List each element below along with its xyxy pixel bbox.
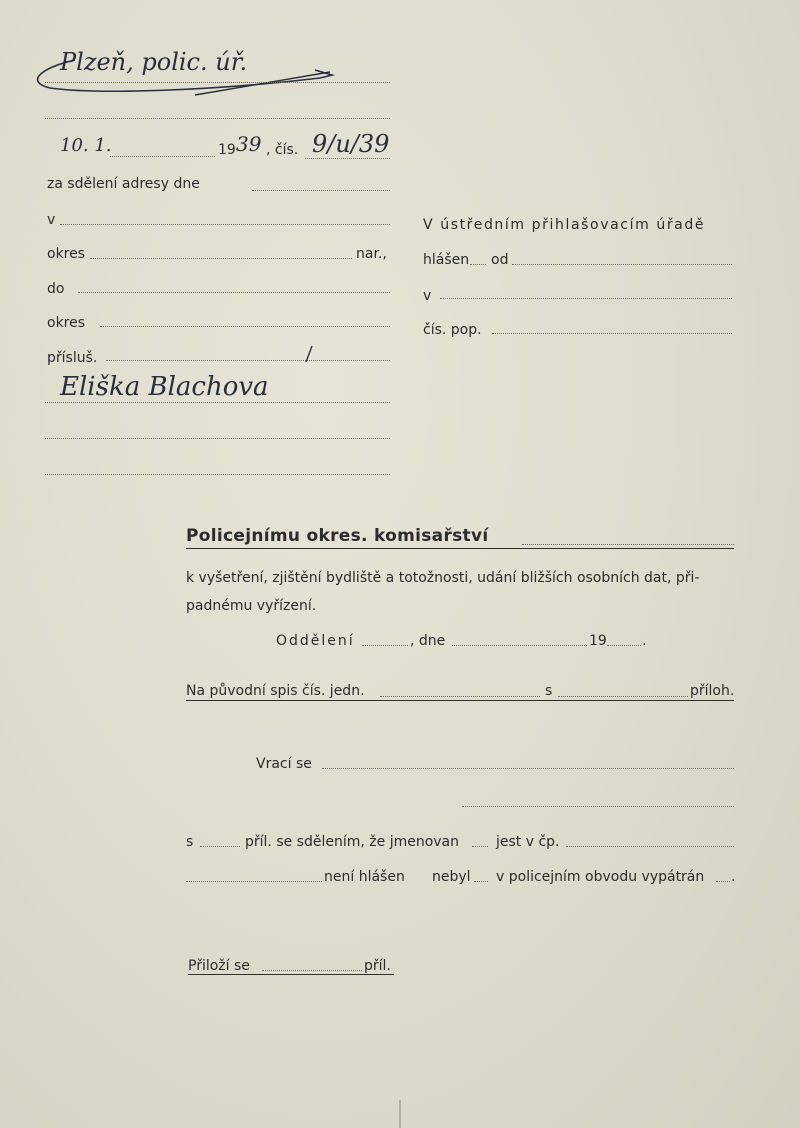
return-s-label: s: [186, 834, 194, 850]
address-label: za sdělení adresy dne: [47, 176, 200, 192]
central-office-title: V ústředním přihlašovacím úřadě: [423, 217, 706, 233]
spis-line: [380, 696, 540, 697]
komisarstvi-line2: padnému vyřízení.: [186, 598, 317, 614]
neni-pre-line: [186, 881, 322, 882]
spis-s-label: s: [545, 683, 553, 699]
vypatran-line: [716, 881, 730, 882]
cis-pop-label: čís. pop.: [423, 322, 482, 338]
neni-label: není hlášen: [324, 869, 405, 885]
vraci-label: Vrací se: [256, 756, 312, 772]
year-prefix: 19: [218, 142, 236, 158]
okres-line: [90, 258, 352, 259]
footer-pril-label: příl.: [364, 958, 391, 974]
spis-s-line: [558, 696, 688, 697]
prislus-slash: [300, 344, 320, 364]
spis-rule: [186, 700, 734, 701]
oddeleni-label: Oddělení: [276, 633, 355, 649]
priloh-label: příloh.: [690, 683, 735, 699]
do-line: [78, 292, 390, 293]
spis-label: Na původní spis čís. jedn.: [186, 683, 365, 699]
komisarstvi-rule: [186, 548, 734, 549]
cis-pop-line: [492, 333, 732, 334]
dne-line: [452, 645, 587, 646]
nebyl-line: [474, 881, 488, 882]
nar-label: nar.,: [356, 246, 387, 262]
date-handwriting: 10. 1.: [60, 135, 112, 156]
okres2-label: okres: [47, 315, 86, 331]
od-line: [512, 264, 732, 265]
office-handwriting: Plzeň, polic. úř.: [60, 48, 248, 76]
hlasen-label: hlášen: [423, 252, 470, 268]
v-line: [60, 224, 390, 225]
komisarstvi-line1: k vyšetření, zjištění bydliště a totožnosti, udání bližších osobních dat, při-: [186, 570, 700, 586]
year-handwriting: 39: [236, 132, 262, 156]
nebyl-label: nebyl: [432, 869, 471, 885]
jmenovan-line: [472, 846, 488, 847]
name-line: [45, 402, 390, 403]
date-period: .: [642, 633, 647, 649]
right-v-label: v: [423, 288, 432, 304]
prilozi-line: [262, 970, 362, 971]
blank-line-1: [45, 118, 390, 119]
blank-line-3: [45, 474, 390, 475]
komisarstvi-title-dots: [522, 544, 734, 545]
od-label: od: [491, 252, 509, 268]
okres2-line: [100, 326, 390, 327]
vypatran-period: .: [731, 869, 736, 885]
address-line: [252, 190, 390, 191]
number-handwriting: 9/u/39: [312, 130, 390, 158]
prislus-line: [106, 360, 390, 361]
office-line: [45, 82, 390, 83]
jest-line: [566, 846, 734, 847]
do-label: do: [47, 281, 65, 297]
vraci-line: [322, 768, 734, 769]
dne-label: , dne: [410, 633, 446, 649]
year19-label: 19: [589, 633, 607, 649]
prilozi-label: Přiloží se: [188, 958, 250, 974]
okres-label: okres: [47, 246, 86, 262]
prilozi-rule: [188, 974, 394, 975]
blank-line-2: [45, 438, 390, 439]
return-s-line: [200, 846, 240, 847]
v-label: v: [47, 212, 56, 228]
right-v-line: [440, 298, 732, 299]
komisarstvi-title: Policejnímu okres. komisařství: [186, 526, 489, 546]
jest-label: jest v čp.: [496, 834, 560, 850]
policejnim-label: v policejním obvodu vypátrán: [496, 869, 705, 885]
prislus-label: přísluš.: [47, 350, 98, 366]
cis-label: , čís.: [266, 142, 299, 158]
date-line: [110, 156, 215, 157]
year19-line: [607, 645, 641, 646]
number-line: [305, 158, 390, 159]
name-handwriting: Eliška Blachova: [60, 372, 269, 402]
hlasen-line: [470, 264, 486, 265]
fold-mark: [395, 1100, 405, 1128]
vraci-line-2: [462, 806, 734, 807]
pril-text: příl. se sdělením, že jmenovan: [245, 834, 460, 850]
oddeleni-line: [362, 645, 408, 646]
